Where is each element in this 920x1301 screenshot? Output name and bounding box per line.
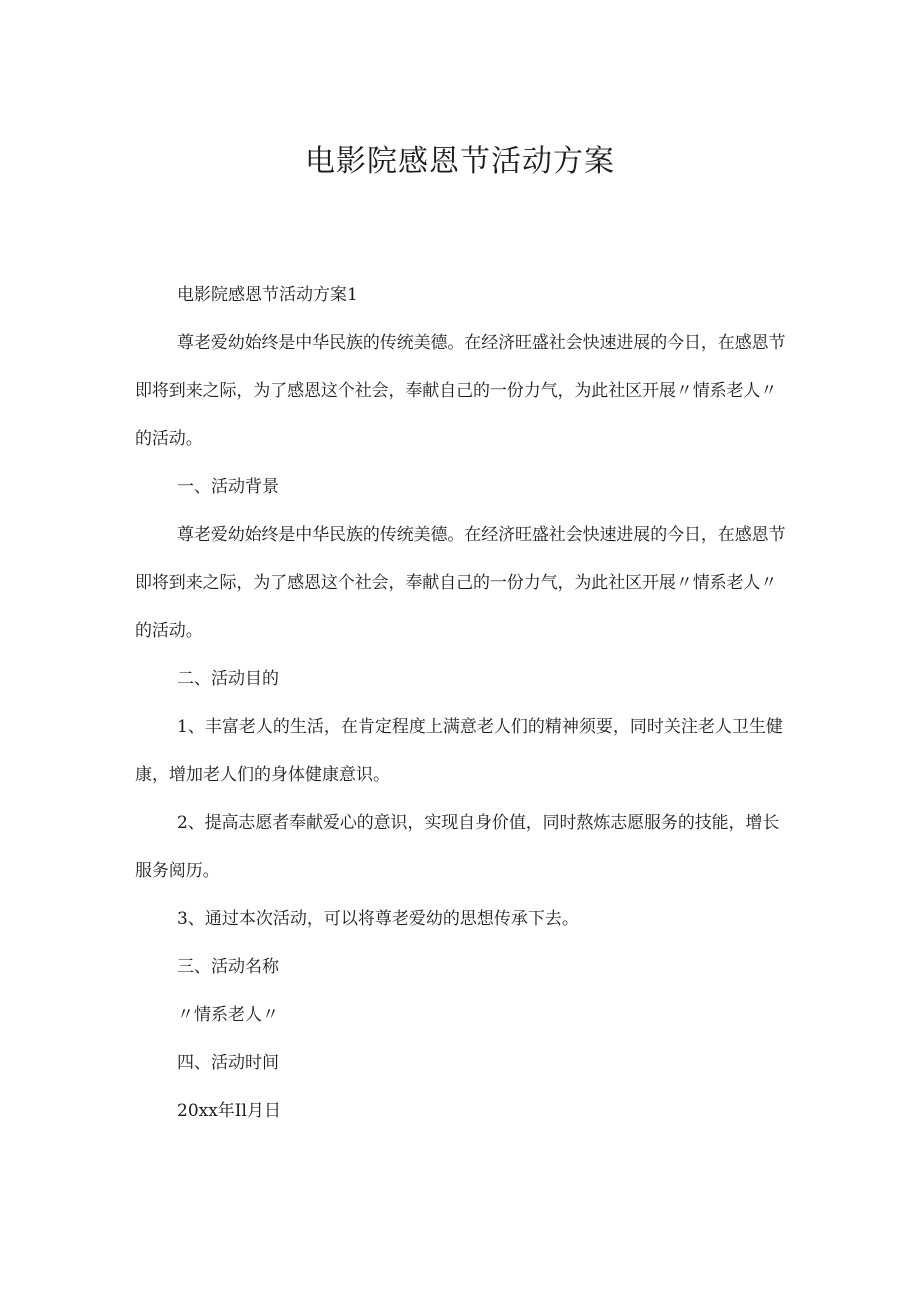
paragraph: 尊老爱幼始终是中华民族的传统美德。在经济旺盛社会快速进展的今日，在感恩节即将到来之际，为了感恩这个社会，奉献自己的一份力气，为此社区开展〃情系老人〃的活动。 — [135, 525, 786, 641]
section-heading: 四、活动时间 — [177, 1053, 279, 1073]
list-item: 2、提高志愿者奉献爱心的意识，实现自身价值，同时熬炼志愿服务的技能，增长服务阅历。 — [135, 813, 780, 881]
section-heading: 电影院感恩节活动方案1 — [177, 285, 358, 305]
document-body — [135, 271, 790, 1135]
paragraph: 〃情系老人〃 — [177, 1005, 279, 1025]
paragraph: 20xx年Il月日 — [177, 1101, 281, 1121]
section-heading: 二、活动目的 — [177, 669, 279, 689]
document-title: 电影院感恩节活动方案 — [305, 144, 615, 179]
section-heading: 三、活动名称 — [177, 957, 279, 977]
list-item: 3、通过本次活动，可以将尊老爱幼的思想传承下去。 — [177, 909, 579, 929]
paragraph: 尊老爱幼始终是中华民族的传统美德。在经济旺盛社会快速进展的今日，在感恩节即将到来之际，为了感恩这个社会，奉献自己的一份力气，为此社区开展〃情系老人〃的活动。 — [135, 333, 786, 449]
section-heading: 一、活动背景 — [177, 477, 279, 497]
list-item: 1、丰富老人的生活，在肯定程度上满意老人们的精神须要，同时关注老人卫生健康，增加老人们的身体健康意识。 — [135, 717, 783, 785]
